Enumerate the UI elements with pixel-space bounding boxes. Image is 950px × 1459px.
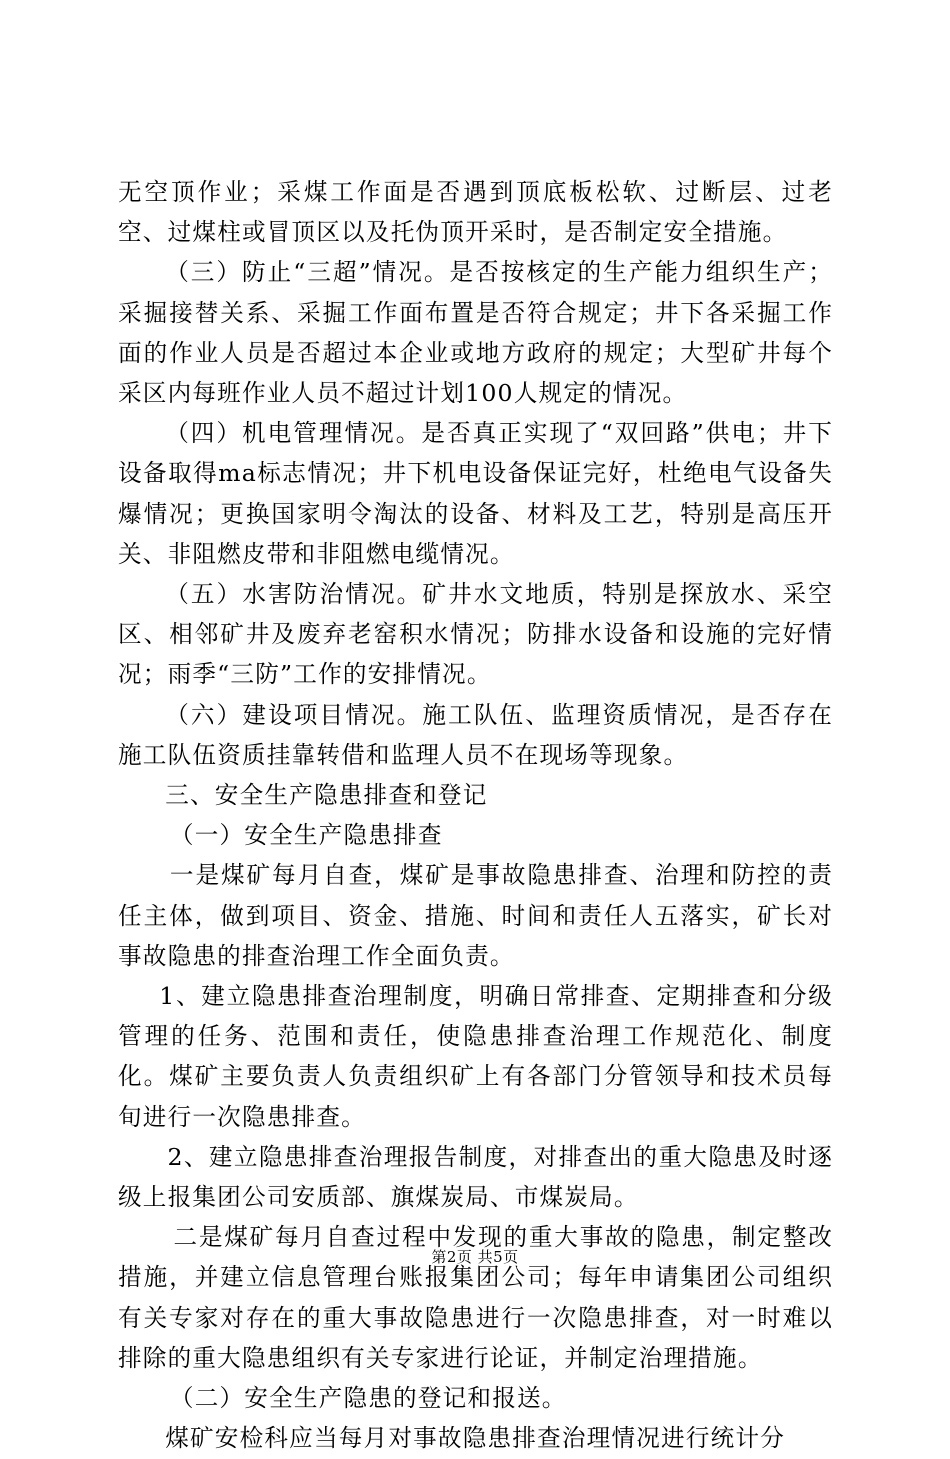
paragraph-section-six-projects: （六）建设项目情况。施工队伍、监理资质情况，是否存在施工队伍资质挂靠转借和监理人员不在现场等现象。 [118,700,833,769]
paragraph-item-one: 1、建立隐患排查治理制度，明确日常排查、定期排查和分级管理的任务、范围和责任，使隐患排查治理工作规范化、制度化。煤矿主要负责人负责组织矿上有各部门分管领导和技术员每旬进行一次隐患排查。 [118,982,833,1131]
paragraph-section-three-overload: （三）防止“三超”情况。是否按核定的生产能力组织生产；采掘接替关系、采掘工作面布置是否符合规定；井下各采掘工作面的作业人员是否超过本企业或地方政府的规定；大型矿井每个采区内每班作业人员不超过计划100人规定的情况。 [118,258,833,408]
subheading-hazard-investigation: （一）安全生产隐患排查 [169,821,443,850]
subheading-registration-reporting: （二）安全生产隐患的登记和报送。 [169,1384,567,1413]
paragraph-safety-inspection: 煤矿安检科应当每月对事故隐患排查治理情况进行统计分 [165,1424,786,1453]
paragraph-section-four-electrical: （四）机电管理情况。是否真正实现了“双回路”供电；井下设备取得ma标志情况；井下机电设备保证完好，杜绝电气设备失爆情况；更换国家明令淘汰的设备、材料及工艺，特别是高压开关、非阻燃皮带和非阻燃电缆情况。 [118,419,833,568]
paragraph-section-five-water: （五）水害防治情况。矿井水文地质，特别是探放水、采空区、相邻矿井及废弃老窑积水情况；防排水设备和设施的完好情况；雨季“三防”工作的安排情况。 [118,580,833,689]
page-number-footer: 第2页 共5页 [431,1248,519,1266]
paragraph-monthly-self-check: 一是煤矿每月自查，煤矿是事故隐患排查、治理和防控的责任主体，做到项目、资金、措施、时间和责任人五落实，矿长对事故隐患的排查治理工作全面负责。 [118,861,833,970]
paragraph-major-hazards: 二是煤矿每月自查过程中发现的重大事故的隐患，制定整改措施，并建立信息管理台账报集团公司；每年申请集团公司组织有关专家对存在的重大事故隐患进行一次隐患排查，对一时难以排除的重大隐患组织有关专家进行论证，并制定治理措施。 [118,1223,833,1372]
paragraph-item-two: 2、建立隐患排查治理报告制度，对排查出的重大隐患及时逐级上报集团公司安质部、旗煤炭局、市煤炭局。 [118,1142,833,1212]
heading-hazard-investigation: 三、安全生产隐患排查和登记 [165,781,488,810]
paragraph-continuation: 无空顶作业；采煤工作面是否遇到顶底板松软、过断层、过老空、过煤柱或冒顶区以及托伪顶开采时，是否制定安全措施。 [118,178,833,247]
